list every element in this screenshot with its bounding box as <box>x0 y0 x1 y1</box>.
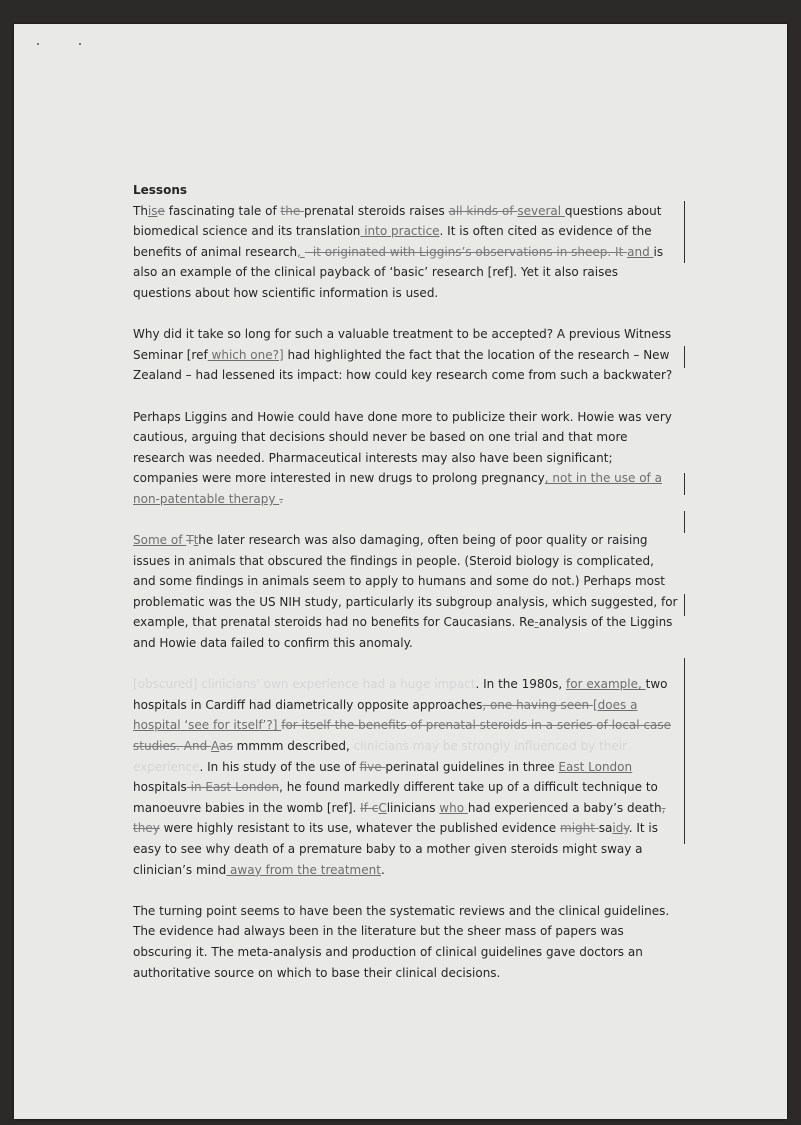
paragraph-5 <box>133 674 678 880</box>
paper-speck <box>79 43 81 45</box>
inserted-text: , not in the use of a non-patentable therapy <box>133 471 662 506</box>
deleted-text: might <box>560 821 599 836</box>
paper-speck <box>37 43 39 45</box>
change-bar <box>684 594 685 616</box>
text-run: hospitals <box>133 780 187 795</box>
deleted-text: all kinds of <box>448 203 518 218</box>
section-heading: Lessons <box>133 183 187 197</box>
inserted-text: East London <box>558 759 633 774</box>
deleted-text: e <box>157 203 165 218</box>
deleted-text: If <box>360 800 372 815</box>
deleted-text: the <box>280 203 305 218</box>
text-run: perinatal guidelines in three <box>385 759 559 774</box>
deleted-text: five <box>359 759 386 774</box>
inserted-text: t <box>193 533 199 548</box>
document-page <box>14 24 787 1119</box>
text-run: . <box>380 862 385 877</box>
paragraph-6: The turning point seems to have been the systematic reviews and the clinical guidelines. The evidence had always been in the literature but the sheer mass of papers was obscuring it. The meta-analysis and production of clinical guidelines gave doctors an authoritative source on which to base their clinical decisions. <box>133 903 670 980</box>
document-body <box>133 180 678 1004</box>
deleted-text: T <box>186 533 194 548</box>
text-run: . In the 1980s, <box>475 677 567 692</box>
change-bar <box>684 346 685 368</box>
deleted-text: as <box>219 739 233 754</box>
deleted-text: - it originated with Liggins’s observations in sheep. It <box>304 244 628 259</box>
text-run: two hospitals in Cardiff had diametrically opposite approaches <box>133 677 668 712</box>
text-run: mmmm described, <box>232 739 354 754</box>
inserted-text: away from the treatment <box>226 862 381 877</box>
text-run: Why did it take so long for such a valuable treatment to be accepted? A previous Witness Seminar [ref <box>133 327 672 362</box>
inserted-text: - <box>534 615 539 630</box>
deleted-text: . <box>279 491 284 506</box>
text-run: had experienced a baby’s death <box>467 800 662 815</box>
change-bar <box>684 511 685 533</box>
paragraph-2 <box>133 324 678 386</box>
change-bar <box>684 201 685 263</box>
deleted-text: for itself the benefits of prenatal steroids in a series of local case studies. <box>133 718 672 754</box>
inserted-text: Some of <box>133 533 187 548</box>
deleted-text: And <box>183 739 212 754</box>
text-run: sa <box>598 821 613 836</box>
text-run: analysis of the Liggins and Howie data failed to confirm this anomaly. <box>133 615 673 651</box>
text-run: . It is often cited as evidence of the benefits of animal research <box>133 224 652 259</box>
inserted-text: id <box>612 821 624 836</box>
paragraph-1 <box>133 201 678 304</box>
text-run: linicians <box>386 800 440 815</box>
inserted-text: [does a hospital ‘see for itself’?] <box>133 697 638 733</box>
inserted-text: , <box>297 244 305 259</box>
inserted-text: who <box>439 800 468 815</box>
deleted-text: c <box>371 800 379 815</box>
change-bar <box>684 658 685 844</box>
text-run: were highly resistant to its use, whatever the published evidence <box>159 821 560 836</box>
inserted-text: into practice <box>360 224 440 239</box>
obscured-text: clinicians may be strongly influenced by their experience <box>133 739 627 774</box>
obscured-text: [obscured] clinicians' own experience had a huge impact <box>133 677 476 692</box>
inserted-text: and <box>627 244 654 259</box>
deleted-text: , one having seen <box>482 697 593 712</box>
text-run: . It is easy to see why death of a premature baby to a mother given steroids might sway a clinician’s mind <box>133 821 658 877</box>
text-run: Th <box>133 203 148 218</box>
text-run: prenatal steroids raises <box>304 203 449 218</box>
inserted-text: is <box>147 203 158 218</box>
inserted-text: C <box>378 800 387 815</box>
deleted-text: in East London <box>186 780 280 795</box>
text-run: is also an example of the clinical payback of ‘basic’ research [ref]. Yet it also raises questions about how scientific information is used. <box>133 244 664 300</box>
text-run: , he found markedly different take up of a difficult technique to manoeuvre babies in the womb [ref]. <box>133 780 658 815</box>
text-run: . In his study of the use of <box>199 759 360 774</box>
text-run: questions about biomedical science and its translation <box>133 203 662 239</box>
text-run: he later research was also damaging, often being of poor quality or raising issues in animals that obscured the findings in people. (Steroid biology is complicated, and some findings in animals seem to apply to humans and some do not.) Perhaps most problematic was the US NIH study, particularly its subgroup analysis, which suggested, for example, that prenatal steroids had no benefits for Caucasians. Re <box>133 533 678 630</box>
deleted-text: y <box>623 821 629 836</box>
inserted-text: several <box>517 203 565 218</box>
text-run: Perhaps Liggins and Howie could have done more to publicize their work. Howie was very cautious, arguing that decisions should never be based on one trial and that more research was needed. Pharmaceutical interests may also have been significant; companies were more interested in new drugs to prolong pregnancy <box>133 409 672 486</box>
inserted-text: A <box>211 739 220 754</box>
inserted-text: for example, <box>566 677 646 692</box>
inserted-text: which one?] <box>207 347 284 362</box>
text-run: fascinating tale of <box>164 203 281 218</box>
paragraph-3 <box>133 407 678 510</box>
text-run: had highlighted the fact that the location of the research – New Zealand – had lessened its impact: how could key research come from such a backwater? <box>133 347 673 383</box>
change-bar <box>684 473 685 495</box>
deleted-text: , they <box>133 800 666 836</box>
paragraph-4 <box>133 530 678 654</box>
